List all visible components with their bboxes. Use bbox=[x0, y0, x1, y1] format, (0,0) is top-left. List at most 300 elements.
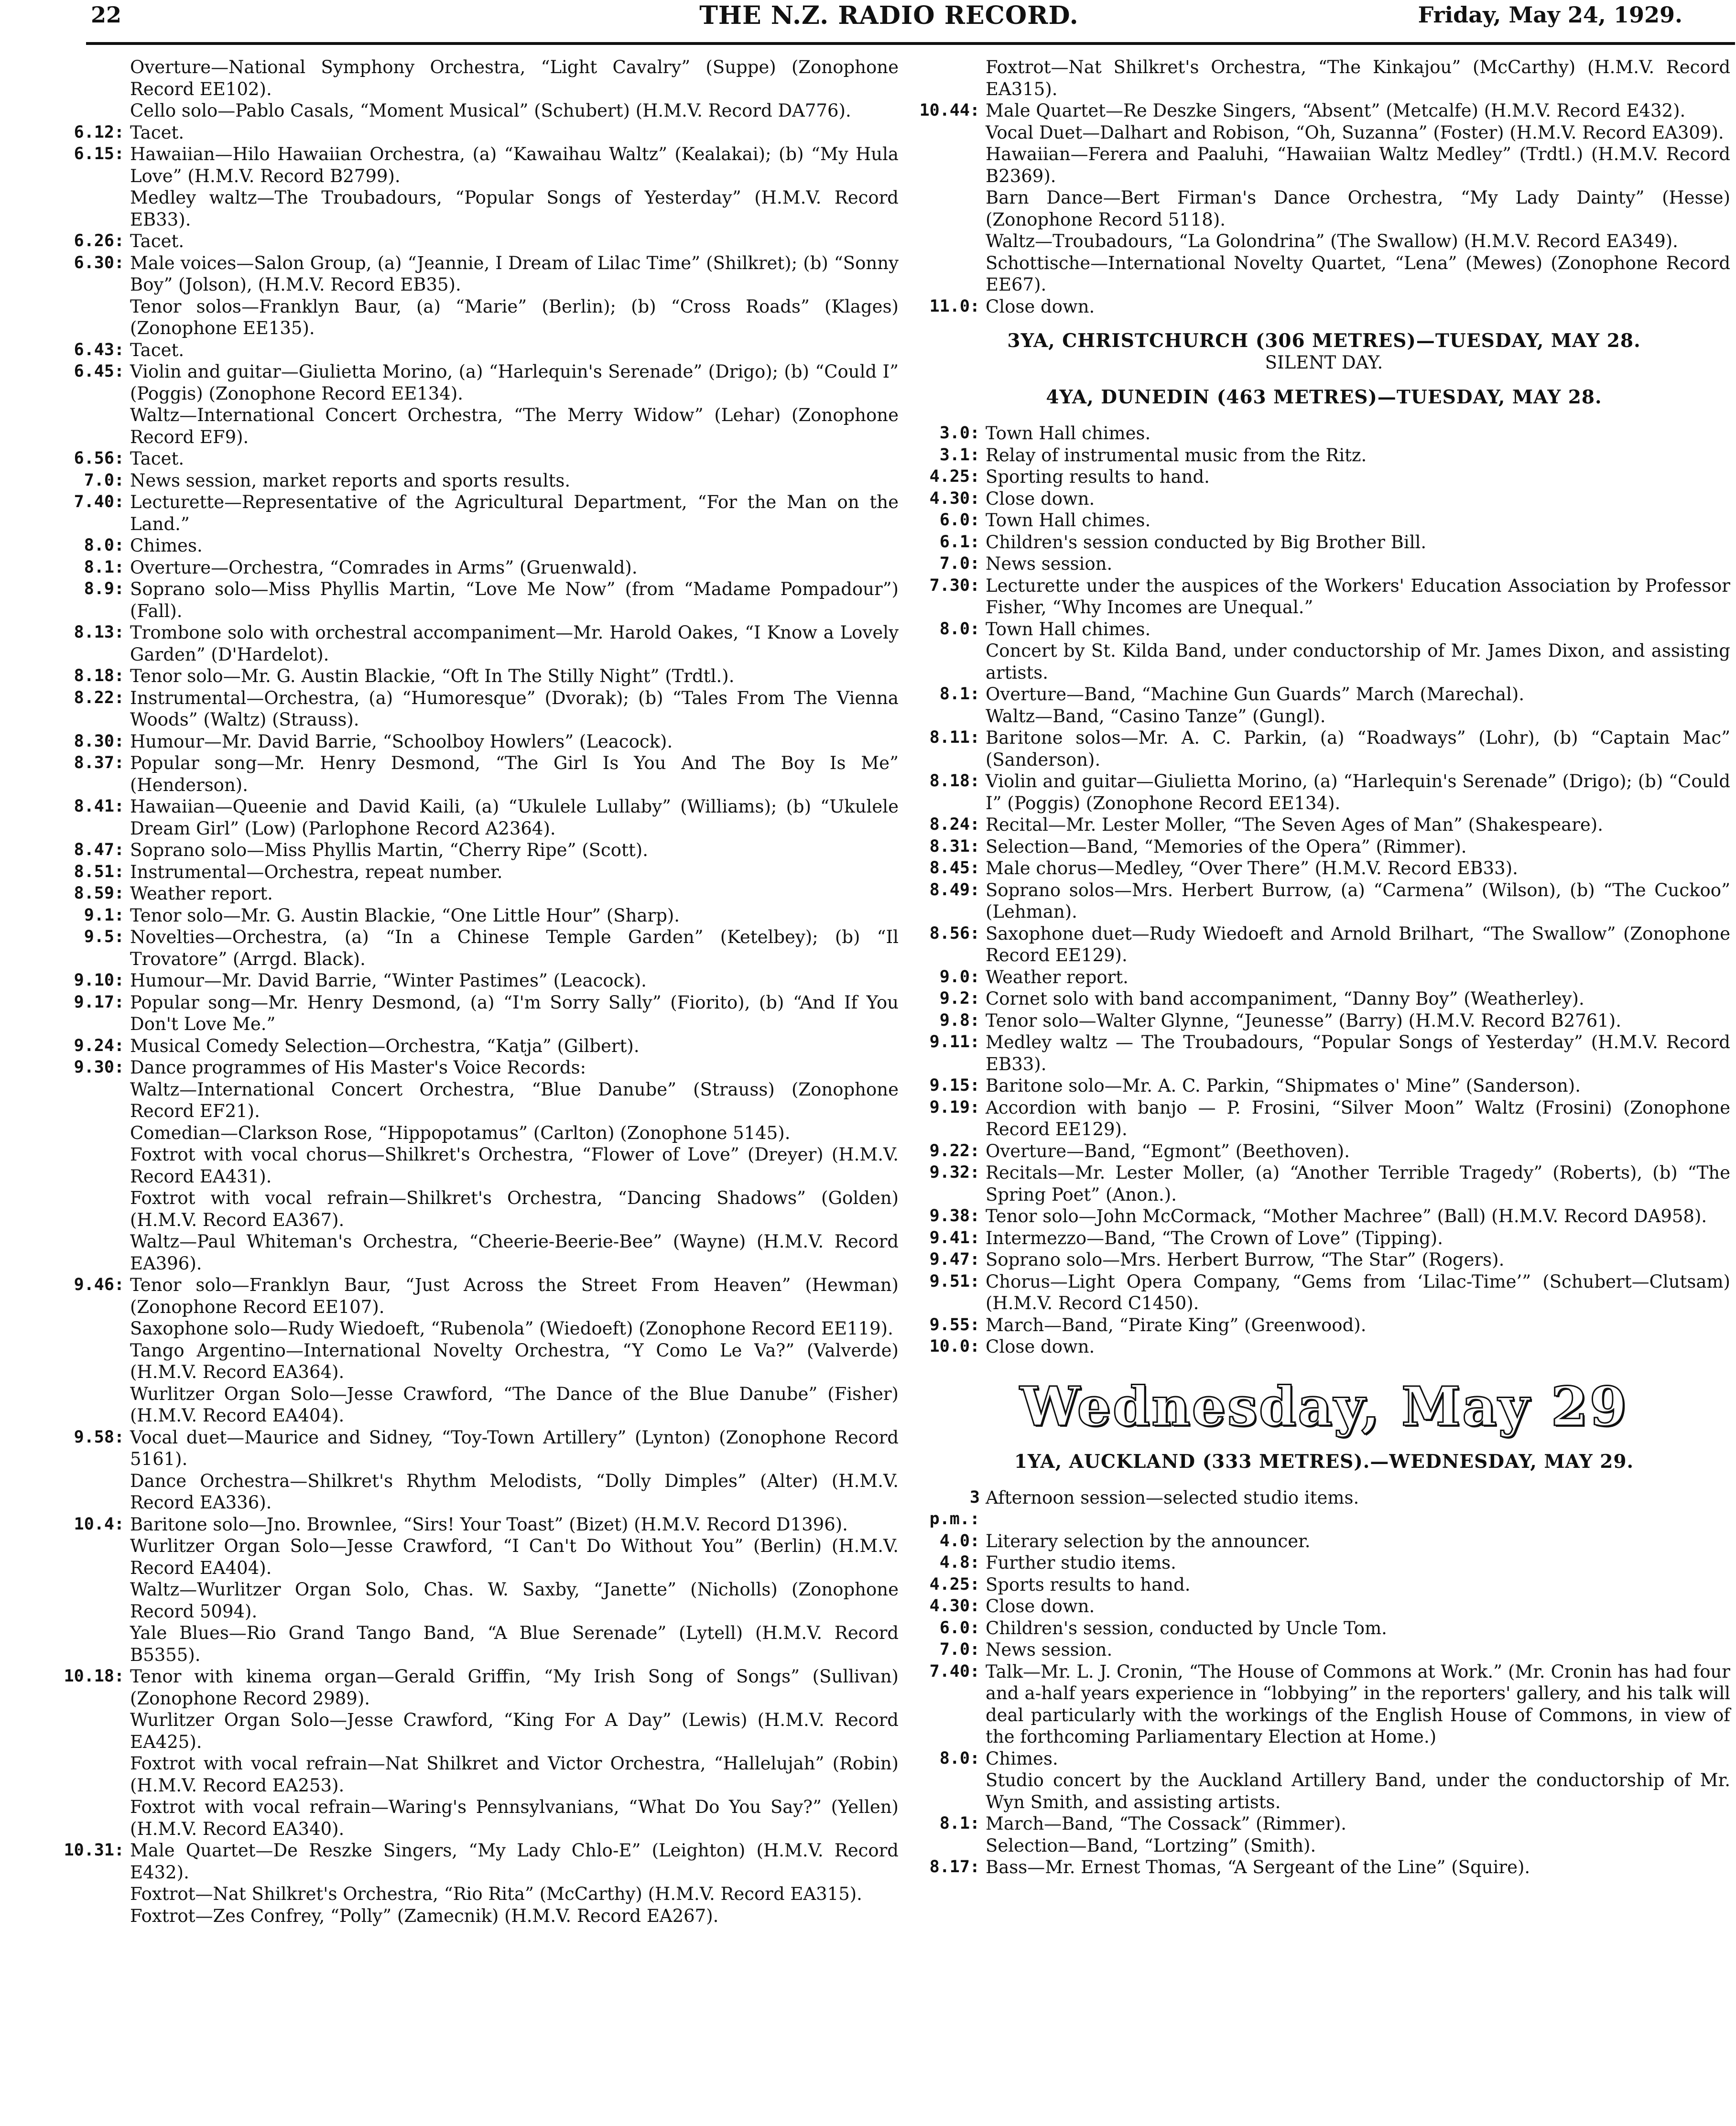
entry-time: 8.18: bbox=[929, 771, 980, 791]
entry-time: 6.26: bbox=[74, 231, 124, 250]
entry-time: 8.30: bbox=[74, 731, 124, 751]
programme-entry bbox=[918, 252, 1730, 296]
programme-entry bbox=[62, 404, 899, 448]
entry-text: Waltz—International Concert Orchestra, “Blue Danube” (Strauss) (Zonophone Record EF21). bbox=[130, 1079, 899, 1121]
entry-text: Medley waltz — The Troubadours, “Popular Songs of Yesterday” (H.M.V. Record EB33). bbox=[986, 1032, 1730, 1074]
programme-entry bbox=[62, 339, 899, 361]
entry-text: News session. bbox=[986, 1639, 1113, 1660]
entry-time: 6.15: bbox=[74, 144, 124, 163]
entry-text: Further studio items. bbox=[986, 1552, 1176, 1573]
entry-time: 10.0: bbox=[929, 1337, 980, 1356]
entry-text: Wurlitzer Organ Solo—Jesse Crawford, “I Can't Do Without You” (Berlin) (H.M.V. Record EA404). bbox=[130, 1536, 899, 1578]
entry-time: 8.45: bbox=[929, 858, 980, 878]
entry-text: Town Hall chimes. bbox=[986, 618, 1151, 640]
entry-time: 4.0: bbox=[939, 1531, 980, 1551]
entry-text: Children's session, conducted by Uncle Tom. bbox=[986, 1617, 1387, 1638]
programme-entry bbox=[62, 100, 899, 122]
programme-entry bbox=[918, 1336, 1730, 1358]
entry-time: 4.25: bbox=[929, 1574, 980, 1594]
entry-time: 7.30: bbox=[929, 575, 980, 595]
entry-text: Baritone solo—Jno. Brownlee, “Sirs! Your Toast” (Bizet) (H.M.V. Record D1396). bbox=[130, 1514, 848, 1535]
entry-text: Baritone solo—Mr. A. C. Parkin, “Shipmates o' Mine” (Sanderson). bbox=[986, 1075, 1581, 1096]
programme-entry bbox=[62, 535, 899, 557]
entry-text: Accordion with banjo — P. Frosini, “Silver Moon” Waltz (Frosini) (Zonophone Record EE129). bbox=[986, 1097, 1730, 1139]
entry-time: 7.0: bbox=[84, 470, 124, 490]
programme-entry bbox=[918, 1574, 1730, 1596]
entry-time: 8.56: bbox=[929, 923, 980, 943]
programme-entry bbox=[918, 770, 1730, 814]
entry-text: Soprano solo—Miss Phyllis Martin, “Love Me Now” (from “Madame Pompadour”) (Fall). bbox=[130, 579, 899, 621]
programme-entry bbox=[62, 1122, 899, 1144]
auckland-programme bbox=[918, 1487, 1730, 1878]
programme-entry bbox=[918, 1487, 1730, 1530]
wednesday-day-heading: Wednesday, May 29 bbox=[1020, 1375, 1628, 1438]
entry-time: 10.31: bbox=[64, 1841, 124, 1860]
programme-entry bbox=[62, 1057, 899, 1079]
programme-entry bbox=[918, 640, 1730, 683]
programme-entry bbox=[918, 1813, 1730, 1835]
entry-time: 6.0: bbox=[939, 1618, 980, 1638]
entry-text: Tenor solo—Mr. G. Austin Blackie, “One Little Hour” (Sharp). bbox=[130, 905, 680, 926]
entry-text: Selection—Band, “Lortzing” (Smith). bbox=[986, 1835, 1316, 1856]
entry-text: Cello solo—Pablo Casals, “Moment Musical” (Schubert) (H.M.V. Record DA776). bbox=[130, 100, 851, 121]
christchurch-heading: 3YA, CHRISTCHURCH (306 METRES)—TUESDAY, MAY 28. bbox=[1007, 330, 1641, 352]
entry-time: 9.11: bbox=[929, 1032, 980, 1052]
entry-text: Musical Comedy Selection—Orchestra, “Katja” (Gilbert). bbox=[130, 1035, 640, 1056]
entry-text: Comedian—Clarkson Rose, “Hippopotamus” (Carlton) (Zonophone 5145). bbox=[130, 1122, 791, 1143]
programme-entry bbox=[62, 1796, 899, 1840]
entry-time: 6.12: bbox=[74, 122, 124, 142]
entry-time: 11.0: bbox=[929, 296, 980, 316]
entry-text: Tacet. bbox=[130, 339, 184, 360]
entry-text: Sporting results to hand. bbox=[986, 466, 1210, 487]
entry-text: Wurlitzer Organ Solo—Jesse Crawford, “King For A Day” (Lewis) (H.M.V. Record EA425). bbox=[130, 1710, 899, 1752]
entry-text: Dance programmes of His Master's Voice Records: bbox=[130, 1057, 586, 1078]
entry-time: 8.37: bbox=[74, 753, 124, 772]
programme-entry bbox=[918, 1075, 1730, 1097]
programme-entry bbox=[918, 1227, 1730, 1249]
entry-text: Overture—Band, “Machine Gun Guards” March (Marechal). bbox=[986, 684, 1525, 705]
entry-text: Tacet. bbox=[130, 231, 184, 251]
programme-entry bbox=[62, 970, 899, 992]
christchurch-note: SILENT DAY. bbox=[1265, 352, 1383, 373]
entry-text: Baritone solos—Mr. A. C. Parkin, (a) “Roadways” (Lohr), (b) “Captain Mac” (Sanderson). bbox=[986, 727, 1730, 770]
spacer bbox=[918, 408, 1730, 423]
entry-time: 9.15: bbox=[929, 1076, 980, 1095]
entry-text: Foxtrot—Nat Shilkret's Orchestra, “The Kinkajou” (McCarthy) (H.M.V. Record EA315). bbox=[986, 57, 1730, 99]
programme-entry bbox=[918, 1552, 1730, 1574]
entry-time: 9.51: bbox=[929, 1271, 980, 1291]
entry-text: Afternoon session—selected studio items. bbox=[986, 1487, 1359, 1508]
programme-entry bbox=[918, 143, 1730, 187]
programme-entry bbox=[918, 705, 1730, 727]
programme-entry bbox=[62, 622, 899, 665]
programme-entry bbox=[62, 557, 899, 579]
entry-time: 10.18: bbox=[64, 1667, 124, 1686]
entry-text: Intermezzo—Band, “The Crown of Love” (Tipping). bbox=[986, 1227, 1443, 1248]
entry-time: 7.40: bbox=[929, 1661, 980, 1681]
entry-text: Tenor solo—Walter Glynne, “Jeunesse” (Barry) (H.M.V. Record B2761). bbox=[986, 1010, 1621, 1031]
programme-entry bbox=[62, 1883, 899, 1905]
auckland-heading: 1YA, AUCKLAND (333 METRES).—WEDNESDAY, MAY 29. bbox=[1014, 1450, 1634, 1473]
entry-time: 8.1: bbox=[939, 684, 980, 704]
entry-text: Tenor solo—John McCormack, “Mother Machree” (Ball) (H.M.V. Record DA958). bbox=[986, 1206, 1707, 1226]
entry-time: 8.59: bbox=[74, 884, 124, 903]
entry-text: Schottische—International Novelty Quartet, “Lena” (Mewes) (Zonophone Record EE67). bbox=[986, 252, 1730, 295]
programme-entry bbox=[62, 1318, 899, 1340]
programme-entry bbox=[918, 879, 1730, 923]
programme-entry bbox=[62, 1274, 899, 1318]
programme-entry bbox=[918, 575, 1730, 618]
programme-entry bbox=[62, 992, 899, 1035]
entry-text: Selection—Band, “Memories of the Opera” (Rimmer). bbox=[986, 836, 1467, 857]
programme-entry bbox=[918, 1595, 1730, 1617]
programme-entry bbox=[62, 1144, 899, 1187]
programme-entry bbox=[918, 1314, 1730, 1336]
programme-entry bbox=[62, 1231, 899, 1274]
entry-text: Tenor solo—Mr. G. Austin Blackie, “Oft In The Stilly Night” (Trdtl.). bbox=[130, 666, 735, 686]
entry-time: 9.30: bbox=[74, 1058, 124, 1077]
entry-text: Waltz—Wurlitzer Organ Solo, Chas. W. Saxby, “Janette” (Nicholls) (Zonophone Record 5094). bbox=[130, 1579, 899, 1622]
entry-text: Instrumental—Orchestra, repeat number. bbox=[130, 861, 503, 882]
programme-entry bbox=[62, 1535, 899, 1579]
entry-text: News session, market reports and sports results. bbox=[130, 470, 571, 491]
entry-text: Hawaiian—Queenie and David Kaili, (a) “Ukulele Lullaby” (Williams); (b) “Ukulele Dream Girl” (Low) (Parlophone Record A2364). bbox=[130, 796, 899, 839]
programme-entry bbox=[918, 1856, 1730, 1878]
entry-time: 7.40: bbox=[74, 492, 124, 511]
entry-time: 9.1: bbox=[84, 905, 124, 925]
programme-entry bbox=[62, 839, 899, 861]
entry-text: Studio concert by the Auckland Artillery Band, under the conductorship of Mr. Wyn Smith, and assisting artists. bbox=[986, 1770, 1730, 1812]
programme-entry bbox=[918, 532, 1730, 553]
entry-text: Foxtrot with vocal refrain—Nat Shilkret and Victor Orchestra, “Hallelujah” (Robin) (H.M.V. Record EA253). bbox=[130, 1753, 899, 1796]
entry-time: 9.47: bbox=[929, 1250, 980, 1269]
entry-time: 3.1: bbox=[939, 445, 980, 465]
entry-time: 4.25: bbox=[929, 467, 980, 486]
entry-text: Hawaiian—Ferera and Paaluhi, “Hawaiian Waltz Medley” (Trdtl.) (H.M.V. Record B2369). bbox=[986, 144, 1730, 186]
programme-entry bbox=[62, 1840, 899, 1883]
entry-time: 3.0: bbox=[939, 423, 980, 443]
entry-text: Male Quartet—De Reszke Singers, “My Lady Chlo-E” (Leighton) (H.M.V. Record E432). bbox=[130, 1840, 899, 1883]
entry-time: 8.22: bbox=[74, 688, 124, 707]
entry-text: Overture—National Symphony Orchestra, “Light Cavalry” (Suppe) (Zonophone Record EE102). bbox=[130, 57, 899, 99]
programme-entry bbox=[62, 470, 899, 492]
entry-time: 9.5: bbox=[84, 927, 124, 946]
programme-entry bbox=[62, 796, 899, 839]
entry-text: Tenor with kinema organ—Gerald Griffin, “My Irish Song of Songs” (Sullivan) (Zonophone Record 2989). bbox=[130, 1666, 899, 1709]
entry-time: 9.46: bbox=[74, 1275, 124, 1294]
programme-entry bbox=[918, 1617, 1730, 1639]
header-rule bbox=[86, 42, 1735, 45]
programme-entry bbox=[918, 122, 1730, 144]
programme-entry bbox=[918, 857, 1730, 879]
programme-entry bbox=[918, 1835, 1730, 1857]
entry-text: Waltz—International Concert Orchestra, “The Merry Widow” (Lehar) (Zonophone Record EF9). bbox=[130, 405, 899, 447]
entry-text: Soprano solos—Mrs. Herbert Burrow, (a) “Carmena” (Wilson), (b) “The Cuckoo” (Lehman). bbox=[986, 879, 1730, 922]
entry-time: 9.58: bbox=[74, 1427, 124, 1447]
programme-entry bbox=[62, 1427, 899, 1470]
programme-entry bbox=[918, 1769, 1730, 1813]
entry-text: Tango Argentino—International Novelty Orchestra, “Y Como Le Va?” (Valverde) (H.M.V. Record EA364). bbox=[130, 1340, 899, 1382]
programme-entry bbox=[62, 491, 899, 535]
entry-time: 4.30: bbox=[929, 488, 980, 508]
programme-entry bbox=[62, 1905, 899, 1927]
entry-text: Foxtrot with vocal refrain—Shilkret's Orchestra, “Dancing Shadows” (Golden) (H.M.V. Record EA367). bbox=[130, 1188, 899, 1230]
programme-entry bbox=[918, 814, 1730, 836]
entry-text: Trombone solo with orchestral accompaniment—Mr. Harold Oakes, “I Know a Lovely Garden” (D'Hardelot). bbox=[130, 622, 899, 665]
entry-time: 8.1: bbox=[939, 1814, 980, 1833]
entry-text: Novelties—Orchestra, (a) “In a Chinese Temple Garden” (Ketelbey); (b) “Il Trovatore” (Arrgd. Black). bbox=[130, 927, 899, 969]
entry-text: Instrumental—Orchestra, (a) “Humoresque” (Dvorak); (b) “Tales From The Vienna Woods” (Waltz) (Strauss). bbox=[130, 687, 899, 730]
programme-entry bbox=[62, 1340, 899, 1383]
programme-entry bbox=[62, 361, 899, 404]
programme-entry bbox=[918, 923, 1730, 966]
programme-entry bbox=[62, 448, 899, 470]
entry-text: Violin and guitar—Giulietta Morino, (a) “Harlequin's Serenade” (Drigo); (b) “Could I” (Poggis) (Zonophone Record EE134). bbox=[130, 361, 899, 404]
entry-text: Foxtrot with vocal refrain—Waring's Pennsylvanians, “What Do You Say?” (Yellen) (H.M.V. Record EA340). bbox=[130, 1797, 899, 1839]
entry-time: 10.4: bbox=[74, 1514, 124, 1534]
entry-text: Tenor solo—Franklyn Baur, “Just Across the Street From Heaven” (Hewman) (Zonophone Record EE107). bbox=[130, 1275, 899, 1317]
entry-text: Violin and guitar—Giulietta Morino, (a) “Harlequin's Serenade” (Drigo); (b) “Could I” (Poggis) (Zonophone Record EE134). bbox=[986, 771, 1730, 814]
entry-text: March—Band, “Pirate King” (Greenwood). bbox=[986, 1314, 1367, 1335]
programme-entry bbox=[62, 883, 899, 905]
entry-time: 8.9: bbox=[84, 579, 124, 598]
entry-text: Close down. bbox=[986, 296, 1095, 317]
entry-time: 9.2: bbox=[939, 989, 980, 1008]
entry-text: Male Quartet—Re Deszke Singers, “Absent” (Metcalfe) (H.M.V. Record E432). bbox=[986, 100, 1686, 121]
programme-entry bbox=[918, 1162, 1730, 1205]
programme-entry bbox=[918, 1530, 1730, 1552]
programme-entry bbox=[62, 252, 899, 296]
programme-entry bbox=[62, 687, 899, 731]
programme-entry bbox=[918, 1748, 1730, 1770]
programme-entry bbox=[62, 905, 899, 927]
left-column bbox=[62, 56, 899, 1927]
programme-entry bbox=[62, 230, 899, 252]
entry-time: 9.17: bbox=[74, 992, 124, 1012]
entry-text: Humour—Mr. David Barrie, “Winter Pastimes” (Leacock). bbox=[130, 970, 647, 991]
programme-entry bbox=[62, 1079, 899, 1122]
issue-date: Friday, May 24, 1929. bbox=[1418, 2, 1682, 28]
programme-entry bbox=[62, 1666, 899, 1709]
entry-time: 9.0: bbox=[939, 967, 980, 987]
programme-entry bbox=[918, 423, 1730, 445]
entry-text: Dance Orchestra—Shilkret's Rhythm Melodists, “Dolly Dimples” (Alter) (H.M.V. Record EA336). bbox=[130, 1470, 899, 1513]
programme-entry bbox=[918, 187, 1730, 230]
programme-entry bbox=[918, 1271, 1730, 1314]
programme-entry bbox=[62, 665, 899, 687]
entry-time: 9.8: bbox=[939, 1010, 980, 1030]
programme-entry bbox=[918, 1249, 1730, 1271]
entry-text: Relay of instrumental music from the Ritz. bbox=[986, 445, 1367, 466]
entry-text: Tacet. bbox=[130, 448, 184, 469]
entry-text: Soprano solo—Miss Phyllis Martin, “Cherry Ripe” (Scott). bbox=[130, 840, 648, 860]
entry-text: Town Hall chimes. bbox=[986, 510, 1151, 531]
entry-text: Chimes. bbox=[130, 535, 203, 556]
programme-entry bbox=[918, 445, 1730, 466]
entry-time: 3 p.m.: bbox=[929, 1487, 980, 1529]
entry-time: 9.19: bbox=[929, 1097, 980, 1117]
entry-time: 8.31: bbox=[929, 836, 980, 856]
programme-entry bbox=[918, 553, 1730, 575]
entry-time: 8.0: bbox=[939, 619, 980, 639]
entry-text: Weather report. bbox=[986, 966, 1128, 987]
entry-text: Male chorus—Medley, “Over There” (H.M.V. Record EB33). bbox=[986, 858, 1518, 879]
entry-time: 4.8: bbox=[939, 1553, 980, 1572]
programme-entry bbox=[918, 296, 1730, 318]
programme-entry bbox=[918, 230, 1730, 252]
programme-entry bbox=[918, 1661, 1730, 1748]
entry-text: Recitals—Mr. Lester Moller, (a) “Another Terrible Tragedy” (Roberts), (b) “The Spring Poet” (Anon.). bbox=[986, 1162, 1730, 1205]
entry-time: 9.32: bbox=[929, 1163, 980, 1182]
programme-entry bbox=[918, 1031, 1730, 1075]
entry-text: Lecturette under the auspices of the Workers' Education Association by Professor Fisher, “Why Incomes are Unequal.” bbox=[986, 575, 1730, 618]
entry-text: Medley waltz—The Troubadours, “Popular Songs of Yesterday” (H.M.V. Record EB33). bbox=[130, 187, 899, 230]
programme-entry bbox=[62, 1383, 899, 1427]
entry-time: 8.13: bbox=[74, 623, 124, 642]
programme-entry bbox=[918, 1097, 1730, 1140]
entry-text: Weather report. bbox=[130, 883, 273, 904]
programme-entry bbox=[62, 56, 899, 100]
programme-entry bbox=[62, 187, 899, 230]
programme-entry bbox=[918, 56, 1730, 100]
programme-entry bbox=[62, 296, 899, 339]
entry-text: Wurlitzer Organ Solo—Jesse Crawford, “The Dance of the Blue Danube” (Fisher) (H.M.V. Record EA404). bbox=[130, 1383, 899, 1426]
entry-time: 6.45: bbox=[74, 362, 124, 381]
programme-entry bbox=[918, 488, 1730, 510]
entry-text: Concert by St. Kilda Band, under conductorship of Mr. James Dixon, and assisting artists. bbox=[986, 640, 1730, 683]
entry-time: 6.30: bbox=[74, 253, 124, 272]
programme-entry bbox=[62, 1470, 899, 1514]
entry-text: Foxtrot—Nat Shilkret's Orchestra, “Rio Rita” (McCarthy) (H.M.V. Record EA315). bbox=[130, 1884, 862, 1904]
entry-time: 9.38: bbox=[929, 1206, 980, 1226]
programme-entry bbox=[62, 926, 899, 970]
entry-time: 9.24: bbox=[74, 1036, 124, 1055]
programme-entry bbox=[62, 143, 899, 187]
entry-text: News session. bbox=[986, 553, 1113, 574]
entry-time: 8.47: bbox=[74, 840, 124, 859]
entry-time: 9.41: bbox=[929, 1228, 980, 1247]
entry-time: 8.0: bbox=[939, 1748, 980, 1768]
entry-time: 8.24: bbox=[929, 815, 980, 834]
entry-time: 8.11: bbox=[929, 728, 980, 747]
entry-time: 4.30: bbox=[929, 1596, 980, 1616]
entry-time: 9.55: bbox=[929, 1315, 980, 1334]
entry-text: Chimes. bbox=[986, 1748, 1058, 1769]
dunedin-programme bbox=[918, 423, 1730, 1358]
entry-time: 8.17: bbox=[929, 1857, 980, 1877]
programme-entry bbox=[918, 988, 1730, 1010]
entry-time: 8.51: bbox=[74, 862, 124, 881]
entry-time: 9.10: bbox=[74, 971, 124, 990]
programme-entry bbox=[918, 618, 1730, 640]
programme-entry bbox=[62, 578, 899, 622]
entry-time: 8.49: bbox=[929, 880, 980, 900]
entry-text: Cornet solo with band accompaniment, “Danny Boy” (Weatherley). bbox=[986, 988, 1584, 1009]
entry-text: Soprano solo—Mrs. Herbert Burrow, “The Star” (Rogers). bbox=[986, 1249, 1505, 1270]
programme-entry bbox=[918, 1639, 1730, 1661]
programme-entry bbox=[918, 836, 1730, 858]
programme-entry bbox=[918, 1010, 1730, 1032]
masthead: THE N.Z. RADIO RECORD. bbox=[699, 1, 1079, 30]
entry-text: Literary selection by the announcer. bbox=[986, 1530, 1311, 1551]
entry-text: Talk—Mr. L. J. Cronin, “The House of Commons at Work.” (Mr. Cronin has had four and a-half years experience in “lobbying” in the reporters' gallery, and his talk will deal particularly with the workings of the English House of Commons, in view of the forthcoming Parliamentary Election at Home.) bbox=[986, 1661, 1730, 1747]
programme-entry bbox=[62, 1579, 899, 1622]
programme-entry bbox=[62, 1514, 899, 1536]
entry-text: Barn Dance—Bert Firman's Dance Orchestra, “My Lady Dainty” (Hesse) (Zonophone Record 5118). bbox=[986, 187, 1730, 230]
entry-text: Hawaiian—Hilo Hawaiian Orchestra, (a) “Kawaihau Waltz” (Kealakai); (b) “My Hula Love” (H.M.V. Record B2799). bbox=[130, 144, 899, 186]
entry-text: Saxophone duet—Rudy Wiedoeft and Arnold Brilhart, “The Swallow” (Zonophone Record EE129). bbox=[986, 923, 1730, 965]
entry-text: Popular song—Mr. Henry Desmond, (a) “I'm Sorry Sally” (Fiorito), (b) “And If You Don't Love Me.” bbox=[130, 992, 899, 1034]
entry-text: Vocal Duet—Dalhart and Robison, “Oh, Suzanna” (Foster) (H.M.V. Record EA309). bbox=[986, 122, 1724, 143]
programme-entry bbox=[62, 122, 899, 144]
entry-text: Foxtrot with vocal chorus—Shilkret's Orchestra, “Flower of Love” (Dreyer) (H.M.V. Record EA431). bbox=[130, 1144, 899, 1187]
entry-text: March—Band, “The Cossack” (Rimmer). bbox=[986, 1813, 1347, 1834]
entry-text: Recital—Mr. Lester Moller, “The Seven Ages of Man” (Shakespeare). bbox=[986, 814, 1603, 835]
entry-time: 7.0: bbox=[939, 554, 980, 573]
entry-text: Overture—Band, “Egmont” (Beethoven). bbox=[986, 1140, 1350, 1161]
entry-text: Town Hall chimes. bbox=[986, 423, 1151, 444]
programme-entry bbox=[62, 1035, 899, 1057]
entry-time: 6.1: bbox=[939, 532, 980, 552]
entry-text: Waltz—Paul Whiteman's Orchestra, “Cheerie-Beerie-Bee” (Wayne) (H.M.V. Record EA396). bbox=[130, 1231, 899, 1274]
page-number: 22 bbox=[91, 2, 122, 28]
programme-entry bbox=[62, 1753, 899, 1796]
entry-text: Sports results to hand. bbox=[986, 1574, 1191, 1595]
entry-text: Close down. bbox=[986, 1336, 1095, 1357]
programme-entry bbox=[918, 100, 1730, 122]
entry-time: 7.0: bbox=[939, 1640, 980, 1659]
entry-text: Yale Blues—Rio Grand Tango Band, “A Blue Serenade” (Lytell) (H.M.V. Record B5355). bbox=[130, 1623, 899, 1665]
entry-text: Chorus—Light Opera Company, “Gems from ‘Lilac-Time’” (Schubert—Clutsam) (H.M.V. Record C1450). bbox=[986, 1271, 1730, 1313]
entry-text: Tenor solos—Franklyn Baur, (a) “Marie” (Berlin); (b) “Cross Roads” (Klages) (Zonophone EE135). bbox=[130, 296, 899, 338]
programme-entry bbox=[62, 1622, 899, 1666]
programme-entry bbox=[62, 1709, 899, 1753]
programme-entry bbox=[918, 683, 1730, 705]
dunedin-heading: 4YA, DUNEDIN (463 METRES)—TUESDAY, MAY 28. bbox=[1046, 386, 1602, 408]
right-column-programme bbox=[918, 56, 1730, 317]
programme-entry bbox=[62, 731, 899, 753]
entry-text: Lecturette—Representative of the Agricultural Department, “For the Man on the Land.” bbox=[130, 492, 899, 534]
page-header bbox=[86, 0, 1692, 43]
entry-text: Foxtrot—Zes Confrey, “Polly” (Zamecnik) (H.M.V. Record EA267). bbox=[130, 1905, 719, 1926]
programme-entry bbox=[918, 1140, 1730, 1162]
right-column bbox=[918, 56, 1730, 1878]
programme-entry bbox=[918, 466, 1730, 488]
programme-entry bbox=[918, 727, 1730, 770]
entry-time: 8.1: bbox=[84, 557, 124, 577]
entry-text: Popular song—Mr. Henry Desmond, “The Girl Is You And The Boy Is Me” (Henderson). bbox=[130, 753, 899, 795]
entry-time: 10.44: bbox=[919, 101, 980, 120]
entry-text: Close down. bbox=[986, 1596, 1095, 1616]
entry-time: 8.41: bbox=[74, 797, 124, 816]
programme-entry bbox=[918, 966, 1730, 988]
entry-text: Humour—Mr. David Barrie, “Schoolboy Howlers” (Leacock). bbox=[130, 731, 673, 752]
entry-text: Close down. bbox=[986, 488, 1095, 509]
spacer bbox=[918, 1473, 1730, 1487]
programme-entry bbox=[918, 510, 1730, 532]
programme-entry bbox=[62, 752, 899, 796]
entry-text: Tacet. bbox=[130, 122, 184, 143]
entry-text: Waltz—Troubadours, “La Golondrina” (The Swallow) (H.M.V. Record EA349). bbox=[986, 231, 1678, 251]
entry-text: Overture—Orchestra, “Comrades in Arms” (Gruenwald). bbox=[130, 557, 638, 578]
programme-entry bbox=[62, 861, 899, 883]
entry-time: 8.0: bbox=[84, 536, 124, 555]
entry-text: Bass—Mr. Ernest Thomas, “A Sergeant of the Line” (Squire). bbox=[986, 1857, 1530, 1877]
entry-text: Children's session conducted by Big Brother Bill. bbox=[986, 532, 1427, 553]
entry-text: Male voices—Salon Group, (a) “Jeannie, I Dream of Lilac Time” (Shilkret); (b) “Sonny Boy” (Jolson), (H.M.V. Record EB35). bbox=[130, 252, 899, 295]
entry-text: Waltz—Band, “Casino Tanze” (Gungl). bbox=[986, 705, 1326, 727]
